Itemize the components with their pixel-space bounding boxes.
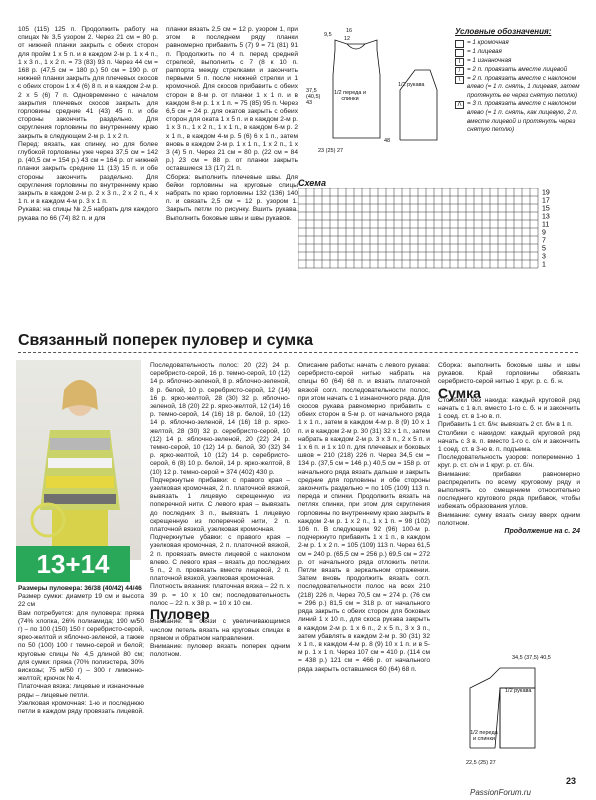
text-paragraph: Вам потребуется: для пуловера: пряжа (74% хлопка, 26% полиамида; 190 м/50 г) – по 100 (150) 150 г серебристо-серой, ярко-желтой и яблочно-зеленой, а также по 50 (100) 100 г темно-серой и белой; круговые спицы № 4,5 длиной 80 см; для сумки: пряжа (70% полиэстера, 30% вискозы; 75 м/50 г) – 300 г лимонно-желтой; крючок № 4. bbox=[18, 609, 144, 683]
diagram-label: 9,5 bbox=[324, 32, 332, 38]
row-number-label: 19 bbox=[542, 189, 550, 197]
purl-stitch-icon: I bbox=[455, 58, 464, 66]
text-paragraph: Плотность вязания: платочная вязка – 22 п. х 39 р. = 10 х 10 см; последовательность полос – 22 п. х 38 р. = 10 х 10 см. bbox=[150, 583, 290, 607]
diagram-label: 34,5 (37,5) 40,5 bbox=[512, 655, 551, 661]
legend-item: Λ = 3 п. провязать вместе с наклоном влево (= 1 п. снять, как лицевую, 2 п. вместе лицевой и протянуть через снятую петлю) bbox=[455, 100, 587, 134]
diagram-label: 1/2 переда и спинки bbox=[333, 90, 367, 102]
text-paragraph: Перед: вязать, как спинку, но для более глубокой горловины уже через 37,5 см = 142 р. (40,5 см = 154 р.) 43 см = 164 р. от нижней планки закрыть средние 11 (13) 15 п. и обе стороны закончить раздельно. Для скругления горловины по внутреннему краю закрыть в каждом 2-м р. 2 х 3 п., 2 х 2 п., 4 х 1 п. и в каждом 4-м р. 3 х 1 п. bbox=[18, 140, 158, 206]
ssk-icon: \ bbox=[455, 76, 464, 84]
site-watermark: PassionForum.ru bbox=[470, 788, 531, 797]
diagram-label: 16 bbox=[346, 28, 353, 34]
schema-title: Схема bbox=[298, 178, 326, 188]
text-paragraph: Внимание: пуловер вязать поперек одним полотном. bbox=[150, 642, 290, 659]
page-number: 23 bbox=[566, 776, 577, 786]
row-number-label: 3 bbox=[542, 253, 546, 261]
pattern-diagram-bottom bbox=[440, 648, 585, 773]
diagram-label: 1/2 рукава bbox=[398, 82, 425, 88]
text-paragraph: Последовательность узоров: попеременно 1 круг. р. ст. с/н и 1 круг. р. ст. б/н. bbox=[438, 454, 580, 470]
legend-item: / = 2 п. провязать вместе лицевой bbox=[455, 66, 587, 75]
diagram-label: 1/2 рукава bbox=[505, 688, 532, 694]
materials-block bbox=[18, 585, 144, 716]
text-paragraph: Внимание: прибавки равномерно распределить по всему круговому ряду и выполнять со смещением относительно последнего кругового ряда прибавок, чтобы избежать образования углов. bbox=[438, 470, 580, 511]
instructions-col-1 bbox=[18, 26, 158, 223]
pattern-number-badge: 13+14 bbox=[16, 546, 130, 582]
text-paragraph: Прибавить 1 ст. б/н: вывязать 2 ст. б/н в 1 п. bbox=[438, 421, 573, 429]
continued-note: Продолжение на с. 24 bbox=[504, 528, 580, 536]
text-paragraph: Сборка: выполнить боковые швы и швы рукавов. Край горловины обвязать серебристо-серой нитью 1 круг. р. с. б. н. bbox=[438, 362, 580, 386]
legend-item: = 1 лицевая bbox=[455, 48, 587, 57]
text-paragraph: Подчеркнутые убавки: с правого края – узелковая кромочная, 2 п. платочной вязкой, 2 п. провязать вместе лицевой с наклоном влево. С левого края – вязать до последних 5 п., 2 п. провязать вместе лицевой, 2 п. платочной вязкой, узелковая кромочная. bbox=[150, 534, 290, 583]
text-paragraph: 105 (115) 125 п. Продолжить работу на спицах № 3,5 узором 2. Через 21 см = 80 р. от нижней планки закрыть с обеих сторон для пройм 1 х 5 п. и в каждом 2-м р. 1 х 4 п., 1 х 3 п., 1 х 2 п. = 73 (83) 93 п. Через 44 см = 168 р. (47,5 см = 180 р.) 50 см = 190 р. от нижней планки закрыть для плечевых скосов с обеих сторон 1 х 4 (6) 8 п. и в каждом 2-м р. 2 х 5 (6) 7 п. Одновременно с началом закрытия плечевых скосов закрыть для горловины средние 41 (43) 45 п. и обе стороны закончить раздельно. Для скругления горловины по внутреннему краю закрыть в следующем 2-м р. 1 х 2 п. bbox=[18, 26, 159, 140]
diagram-label: 48 bbox=[384, 138, 391, 144]
diagram-label: 22,5 (25) 27 bbox=[466, 760, 496, 766]
text-paragraph: Описание работы: начать с левого рукава: серебристо-серой нитью набрать на спицы 60 (64) 68 п. и вязать платочной вязкой согл. последовательности полос, при этом начать с 1 изнаночного ряда. Для скосов рукава равномерно прибавить с обеих сторон в 5-м р. от начального ряда 1 х 1 п., затем в каждом 4-м р. 8 (9) 10 х 1 п. и в каждом 2-м р. 30 (31) 32 х 1 п., затем набрать в каждом 2-м р. 3 х 3 п., 2 х 5 п. и 1 х 6 п. и 1 х 10 п. для плечевых и боковых швов = 210 (218) 226 п. Через 34,5 см = 134 р. (37,5 см = 146 р.) 40,5 см = 158 р. от начального ряда вязать дальше и закрыть средние для горловины и обе стороны закончить раздельно = по 105 (109) 113 п. переда и спинки. Продолжить вязать на петлях спинки, при этом для скругления горловины по внутреннему краю закрыть в каждом 2-м р. 1 х 2 п., 1 х 1 п. = 98 (102) 106 п. В следующем 92 (96) 100-м р. подчеркнуто прибавить 1 х 1 п., в каждом 2-м р. 1 х 2 п. = 105 (109) 113 п. Через 61,5 см = 240 р. (65,5 см = 256 р.) 69,5 см = 272 р. от начального ряда отложить петли. Петли вязать в зеркальном отражении. Затем вновь продолжить вязать согл. последовательности полос на всех 210 (218) 226 п. Через 70,5 см = 274 р. (76 см = 296 р.) 81,5 см = 318 р. от начального ряда закрыть с обеих сторон для боковых линий 1 х 10 п., для скоса рукава закрыть в каждом 2-м р. 1 х 6 п., 2 х 5 п., 3 х 3 п., затем убавлять в каждом 2-м р. 30 (31) 32 х 1 п., в каждом 4-м р. 8 (9) 10 х 1 п. и в 5-м р. 1 х 1 п. Через 107 см = 410 р. (114 см = 438 р.) 121 см = 466 р. от начального ряда закрыть оставшиеся 60 (64) 68 п. bbox=[298, 362, 430, 673]
legend-title: Условные обозначения: bbox=[455, 27, 552, 36]
diagram-label: 37,5 (40,5) 43 bbox=[306, 88, 321, 106]
model-illustration bbox=[16, 360, 141, 560]
symbols-legend bbox=[455, 28, 587, 135]
model-photo bbox=[16, 360, 141, 560]
diagram-label: 12 bbox=[344, 36, 351, 42]
row-number-label: 11 bbox=[542, 221, 550, 229]
text-paragraph: Последовательность полос: 20 (22) 24 р. серебристо-серой, 16 р. темно-серой, 10 (12) 14 р. яблочно-зеленой, 8 р. яблочно-зеленой, 8 р. белой, 10 р. серебристо-серой, 12 (14) 16 р. ярко-желтой, 28 (30) 32 р. яблочно-зеленой, 18 (20) 22 р. ярко-желтой, 12 (14) 16 р. темно-серой, 14 (16) 18 р. белой, 10 (12) 14 р. яблочно-зеленой, 14 (16) 18 р. ярко-желтой, 28 (30) 32 р. серебристо-серой, 10 (12) 14 р. яблочно-зеленой, 20 (22) 24 р. темно-серой, 10 (12) 14 р. белой, 30 (32) 34 р. ярко-желтой, 10 (12) 14 р. серебристо-серой, 6 (8) 10 р. белой, 14 р. ярко-желтой, 8 (10) 12 р. темно-серой = 374 (402) 430 р. bbox=[150, 362, 290, 476]
text-paragraph: Рукава: на спицы № 2,5 набрать для каждого рукава по 66 (74) 82 п. и для bbox=[18, 206, 158, 222]
instructions-col-4 bbox=[150, 362, 290, 659]
legend-item: I = 1 изнаночная bbox=[455, 57, 587, 66]
text-paragraph: Узелковая кромочная: 1-ю и последнюю петли в каждом ряду провязать лицевой. bbox=[18, 699, 144, 716]
knitting-chart-grid bbox=[298, 188, 588, 272]
pattern-diagram-top bbox=[305, 30, 450, 155]
knit-stitch-icon bbox=[455, 49, 464, 57]
text-paragraph: Сборка: выполнить плечевые швы. Для бейки горловины на круговые спицы набрать по краю горловины 132 (136) 140 п. и связать 2,5 см = 12 р. узором 1. Закрыть петли по рисунку. Вшить рукава. Выполнить боковые швы и швы рукавов. bbox=[166, 173, 298, 222]
text-paragraph: Подчеркнутые прибавки: с правого края – узелковая кромочная, 2 п. платочной вязкой, вывязать 1 лицевую скрещенную из поперечной нити. С левого края – вывязать до последних 3 п., вывязать 1 лицевую скрещенную из поперечной нити, 2 п. платочной вязкой, узелковая кромочная. bbox=[150, 476, 290, 534]
row-number-label: 5 bbox=[542, 245, 546, 253]
row-number-label: 1 bbox=[542, 261, 546, 269]
row-number-label: 9 bbox=[542, 229, 546, 237]
row-number-label: 15 bbox=[542, 205, 550, 213]
text-paragraph: Столбики с накидом: каждый круговой ряд начать с 3 в. п. вместо 1-го с. с/н и закончить 1 соед. ст. в 3-ю в. п. подъема. bbox=[438, 429, 580, 454]
instructions-col-6 bbox=[438, 362, 580, 536]
diagram-label: 1/2 переда и спинки bbox=[470, 730, 498, 742]
legend-item: \ = 2 п. провязать вместе с наклоном влево (= 1 п. снять, 1 лицевая, затем протянуть ее через снятую петлю) bbox=[455, 75, 587, 101]
row-number-label: 17 bbox=[542, 197, 550, 205]
text-paragraph: Размер сумки: диаметр 19 см и высота 22 см bbox=[18, 593, 144, 609]
text-paragraph: Внимание: сумку вязать снизу вверх одним полотном. bbox=[438, 511, 580, 527]
text-paragraph: Столбики без накида: каждый круговой ряд начать с 1 в.п. вместо 1-го с. б. н и закончить 1 соед. ст. в 1-ю в. п. bbox=[438, 396, 580, 421]
k2tog-icon: / bbox=[455, 67, 464, 75]
section-heading: Пуловер bbox=[150, 606, 210, 623]
row-number-label: 13 bbox=[542, 213, 550, 221]
title-divider bbox=[18, 352, 578, 353]
section-heading: Сумка bbox=[438, 384, 481, 401]
text-paragraph: Внимание: в связи с увеличивающимся числом петель вязать на круговых спицах в прямом и обратном направлении. bbox=[150, 618, 290, 642]
text-paragraph: планки вязать 2,5 см = 12 р. узором 1, при этом в последнем ряду планки равномерно прибавить 5 (7) 9 = 71 (81) 91 п. Продолжить по 4 п. перед средней стрелкой, выполнить с 7 (8 к 10 п. раппорта между стрелками и закончить первыми 5 п. после нижней стрелки и 1 кромочной. Для скосов прибавить с обеих сторон в 8-м р. от планки 1 х 1 п. и в каждом 8-м р. 1 х 1 п. = 75 (85) 95 п. Через 6,5 см = 24 р. для окатов закрыть с обеих сторон для оката 1 х 5 п. и в каждом 2-м р. 1 х 3 п., 1 х 2 п., 1 х 1 п., в каждом 6-м р. 2 х 1 п., в каждом 4-м р. 5 (6) 6 х 1 п., затем вновь в каждом 2-м р. 1 х 1 п., 1 х 2 п., 1 х 3 (4) 5 п. Через 21 см = 80 р. (22 см = 84 р.) 23 см = 88 р. от планки закрыть оставшиеся 13 (17) 21 п. bbox=[166, 26, 298, 173]
sk2p-icon: Λ bbox=[455, 101, 464, 109]
diagram-label: 23 (25) 27 bbox=[318, 148, 344, 154]
row-number-label: 7 bbox=[542, 237, 546, 245]
article-title: Связанный поперек пуловер и сумка bbox=[18, 332, 313, 349]
instructions-col-2 bbox=[166, 26, 298, 223]
legend-item: = 1 кромочная bbox=[455, 39, 587, 48]
text-paragraph: Платочная вязка: лицевые и изнаночные ряды – лицевые петли. bbox=[18, 683, 144, 699]
edge-stitch-icon bbox=[455, 40, 464, 48]
text-paragraph: Размеры пуловера: 36/38 (40/42) 44/46 bbox=[18, 585, 142, 592]
instructions-col-5 bbox=[298, 362, 430, 674]
